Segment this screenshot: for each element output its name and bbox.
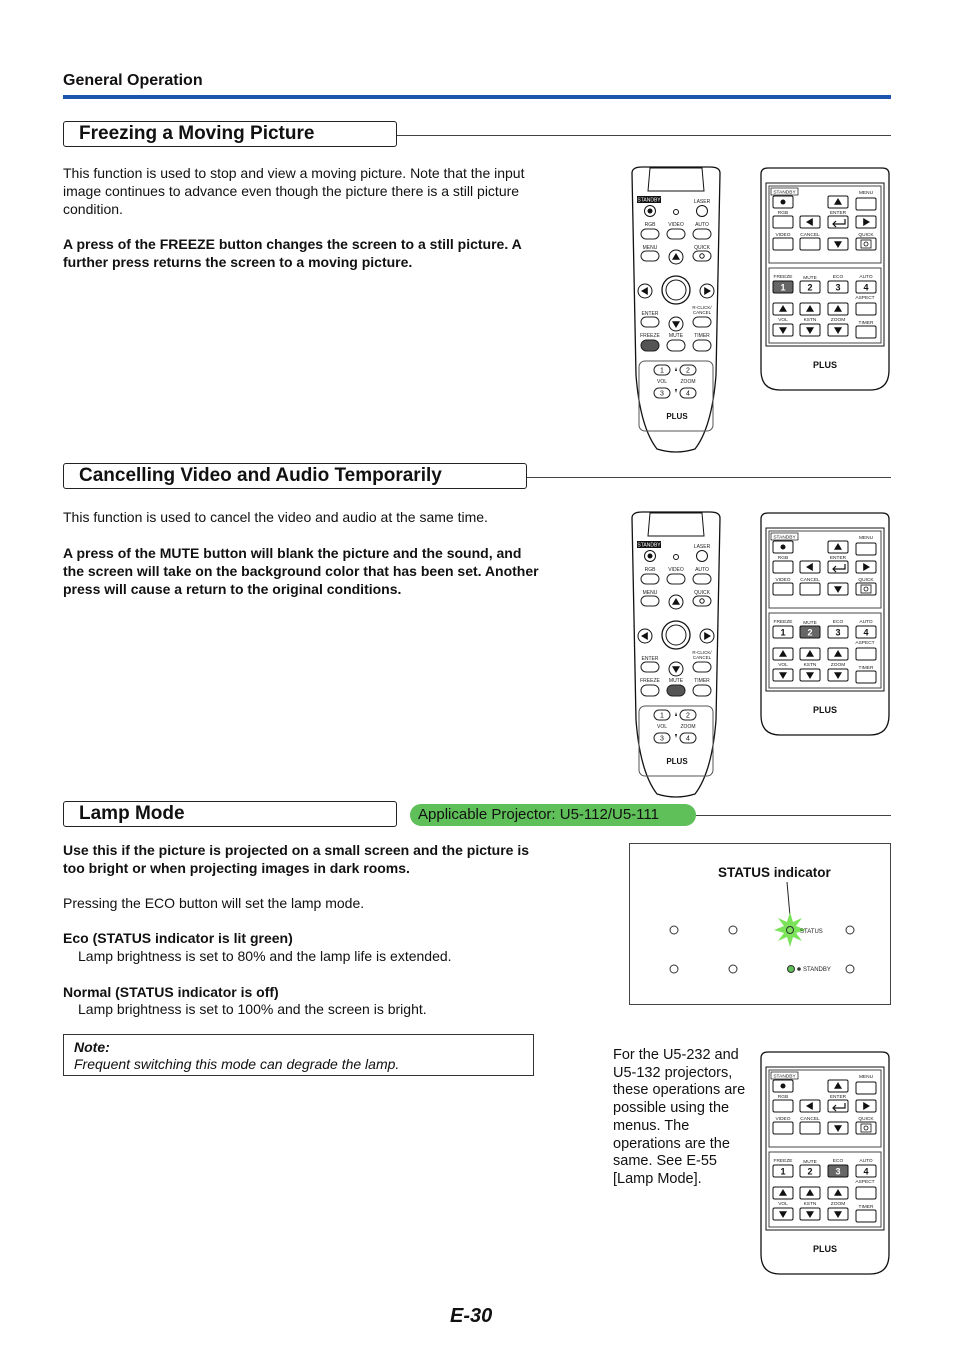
label-aspect: ASPECT bbox=[855, 296, 875, 301]
label-vol: VOL bbox=[778, 1202, 788, 1207]
indicator-dot bbox=[846, 965, 854, 973]
label-video: VIDEO bbox=[668, 222, 684, 228]
note-box bbox=[63, 1034, 534, 1076]
lamp-intro: Use this if the picture is projected on a small screen and the picture is too bright or when projecting images in dark rooms. bbox=[63, 842, 530, 876]
label-mute: MUTE bbox=[803, 1160, 817, 1165]
brand-logo: PLUS bbox=[666, 412, 688, 421]
number-label: 3 bbox=[835, 1166, 841, 1177]
remote-ir-window bbox=[648, 513, 704, 536]
label-mute: MUTE bbox=[803, 621, 817, 626]
label-zoom: ZOOM bbox=[680, 724, 696, 730]
label-cancel: CANCEL bbox=[692, 655, 712, 660]
label-freeze: FREEZE bbox=[773, 275, 793, 280]
label-standby: STANDBY bbox=[773, 1074, 796, 1080]
menu-button bbox=[856, 1082, 876, 1094]
number-label: 4 bbox=[863, 282, 869, 293]
freeze-button bbox=[641, 340, 659, 351]
joystick bbox=[666, 625, 686, 645]
label-quick: QUICK bbox=[858, 1117, 874, 1122]
timer-button bbox=[693, 340, 711, 351]
mute-instruction: A press of the MUTE button will blank the picture and the sound, and the screen will take on the background color that has been set. Another press will cause a return to the original conditions. bbox=[63, 545, 539, 597]
label-mute: MUTE bbox=[668, 678, 684, 684]
label-menu: MENU bbox=[858, 536, 874, 541]
laser-button bbox=[697, 551, 708, 562]
quick-button bbox=[693, 596, 711, 606]
note-label: Note: bbox=[74, 1039, 110, 1055]
applicable-projector-badge: Applicable Projector: U5-112/U5-111 bbox=[410, 804, 696, 826]
standby-button-dot bbox=[648, 209, 653, 214]
status-indicator-panel bbox=[629, 843, 891, 1005]
menu-button bbox=[856, 198, 876, 210]
label-menu: MENU bbox=[642, 245, 658, 251]
page-number: E-30 bbox=[450, 1305, 493, 1327]
label-timer: TIMER bbox=[858, 321, 874, 326]
label-quick: QUICK bbox=[858, 233, 874, 238]
section-title-lamp: Lamp Mode bbox=[63, 801, 397, 827]
timer-button bbox=[856, 303, 876, 315]
label-eco: ECO bbox=[832, 275, 844, 280]
label-timer: TIMER bbox=[858, 1205, 874, 1210]
label-zoom: ZOOM bbox=[830, 663, 846, 668]
indicator-dot bbox=[846, 926, 854, 934]
remote-control-handheld bbox=[620, 510, 732, 805]
standby-led-label: STANDBY bbox=[803, 967, 831, 973]
number-label: 2 bbox=[686, 712, 690, 720]
label-rgb: RGB bbox=[777, 1095, 789, 1100]
extra-button bbox=[856, 1210, 876, 1222]
cancel-button bbox=[693, 662, 711, 672]
label-auto: AUTO bbox=[859, 1159, 873, 1164]
label-vol: VOL bbox=[656, 724, 668, 730]
label-video: VIDEO bbox=[775, 578, 791, 583]
label-timer: TIMER bbox=[694, 678, 710, 684]
remote-ir-window bbox=[648, 168, 704, 191]
indicator-dot bbox=[729, 926, 737, 934]
number-label: 3 bbox=[835, 282, 841, 293]
label-enter: ENTER bbox=[829, 1095, 847, 1100]
cancel-button bbox=[800, 583, 820, 595]
label-quick: QUICK bbox=[858, 578, 874, 583]
enter-button bbox=[641, 317, 659, 327]
standby-led bbox=[788, 966, 795, 973]
note-text: Frequent switching this mode can degrade the lamp. bbox=[74, 1056, 400, 1072]
rgb-button bbox=[773, 561, 793, 573]
standby-button-dot bbox=[781, 545, 786, 550]
header-rule bbox=[63, 95, 891, 99]
label-rclick: R-CLICK/ bbox=[692, 650, 712, 655]
menu-button bbox=[641, 596, 659, 606]
number-label: 4 bbox=[863, 627, 869, 638]
label-rgb: RGB bbox=[644, 567, 656, 573]
label-vol: VOL bbox=[778, 663, 788, 668]
video-button bbox=[773, 238, 793, 250]
enter-button bbox=[641, 662, 659, 672]
section-title-freeze: Freezing a Moving Picture bbox=[63, 121, 397, 147]
cancel-button bbox=[800, 238, 820, 250]
remote-control-card bbox=[758, 511, 892, 744]
status-indicator-label: STATUS indicator bbox=[718, 865, 831, 880]
label-rgb: RGB bbox=[644, 222, 656, 228]
normal-body: Lamp brightness is set to 100% and the screen is bright. bbox=[78, 1001, 427, 1017]
label-timer: TIMER bbox=[694, 333, 710, 339]
video-button bbox=[667, 574, 685, 584]
timer-button bbox=[693, 685, 711, 696]
label-auto: AUTO bbox=[695, 222, 709, 228]
label-video: VIDEO bbox=[668, 567, 684, 573]
section-title-mute: Cancelling Video and Audio Temporarily bbox=[63, 463, 527, 489]
indicator-dot bbox=[729, 965, 737, 973]
rgb-button bbox=[773, 216, 793, 228]
standby-button-dot bbox=[648, 554, 653, 559]
label-laser: LASER bbox=[693, 199, 711, 205]
label-cancel: CANCEL bbox=[800, 578, 820, 583]
label-aspect: ASPECT bbox=[855, 1180, 875, 1185]
label-standby: STANDBY bbox=[637, 542, 661, 549]
rgb-button bbox=[641, 229, 659, 239]
number-label: 1 bbox=[780, 282, 786, 293]
status-led-label: STATUS bbox=[800, 929, 823, 935]
label-aspect: ASPECT bbox=[855, 641, 875, 646]
mute-intro: This function is used to cancel the video and audio at the same time. bbox=[63, 509, 488, 525]
label-menu: MENU bbox=[858, 1075, 874, 1080]
label-standby: STANDBY bbox=[773, 535, 796, 541]
quick-button bbox=[693, 251, 711, 261]
label-eco: ECO bbox=[832, 620, 844, 625]
indicator-dot bbox=[670, 965, 678, 973]
label-menu: MENU bbox=[858, 191, 874, 196]
video-button bbox=[773, 583, 793, 595]
label-cancel: CANCEL bbox=[800, 1117, 820, 1122]
label-quick: QUICK bbox=[694, 245, 710, 251]
label-enter: ENTER bbox=[641, 656, 659, 662]
label-video: VIDEO bbox=[775, 233, 791, 238]
section-rule bbox=[397, 135, 891, 136]
extra-button bbox=[856, 326, 876, 338]
number-label: 1 bbox=[780, 1166, 786, 1177]
label-eco: ECO bbox=[832, 1159, 844, 1164]
extra-button bbox=[856, 671, 876, 683]
brand-logo: PLUS bbox=[666, 757, 688, 766]
label-rgb: RGB bbox=[777, 211, 789, 216]
number-label: 2 bbox=[807, 1166, 813, 1177]
label-enter: ENTER bbox=[829, 556, 847, 561]
cancel-button bbox=[800, 1122, 820, 1134]
label-auto: AUTO bbox=[695, 567, 709, 573]
label-freeze: FREEZE bbox=[640, 678, 660, 684]
timer-button bbox=[856, 1187, 876, 1199]
number-label: 4 bbox=[686, 735, 690, 743]
number-label: 1 bbox=[780, 627, 786, 638]
mute-button bbox=[667, 340, 685, 351]
label-video: VIDEO bbox=[775, 1117, 791, 1122]
rgb-button bbox=[773, 1100, 793, 1112]
standby-button-dot bbox=[781, 200, 786, 205]
number-label: 1 bbox=[660, 367, 664, 375]
label-kstn: KSTN bbox=[803, 318, 817, 323]
freeze-intro: This function is used to stop and view a moving picture. Note that the input image continues to advance even though the picture there is a still picture condition. bbox=[63, 165, 525, 217]
number-label: 4 bbox=[863, 1166, 869, 1177]
label-rclick: R-CLICK/ bbox=[692, 305, 712, 310]
brand-logo: PLUS bbox=[812, 1244, 838, 1254]
remote-control-card bbox=[758, 1050, 892, 1283]
side-note: For the U5-232 and U5-132 projectors, these operations are possible using the menus. The operations are the same. See E-55 [Lamp Mode]. bbox=[613, 1047, 746, 1187]
label-auto: AUTO bbox=[859, 620, 873, 625]
section-header: General Operation bbox=[63, 72, 203, 89]
brand-logo: PLUS bbox=[812, 705, 838, 715]
label-standby: STANDBY bbox=[773, 190, 796, 196]
video-button bbox=[773, 1122, 793, 1134]
eco-body: Lamp brightness is set to 80% and the lamp life is extended. bbox=[78, 948, 452, 964]
label-laser: LASER bbox=[693, 544, 711, 550]
cancel-button bbox=[693, 317, 711, 327]
label-kstn: KSTN bbox=[803, 663, 817, 668]
label-standby: STANDBY bbox=[637, 197, 661, 204]
normal-heading: Normal (STATUS indicator is off) bbox=[63, 984, 279, 1000]
label-zoom: ZOOM bbox=[680, 379, 696, 385]
label-enter: ENTER bbox=[829, 211, 847, 216]
remote-control-handheld bbox=[620, 165, 732, 460]
number-label: 3 bbox=[835, 627, 841, 638]
indicator-dot bbox=[670, 926, 678, 934]
label-timer: TIMER bbox=[858, 666, 874, 671]
number-label: 4 bbox=[686, 390, 690, 398]
number-label: 2 bbox=[807, 282, 813, 293]
number-label: 3 bbox=[660, 735, 664, 743]
rgb-button bbox=[641, 574, 659, 584]
menu-button bbox=[856, 543, 876, 555]
label-mute: MUTE bbox=[803, 276, 817, 281]
label-mute: MUTE bbox=[668, 333, 684, 339]
label-rgb: RGB bbox=[777, 556, 789, 561]
label-cancel: CANCEL bbox=[800, 233, 820, 238]
remote-control-card bbox=[758, 166, 892, 399]
menu-button bbox=[641, 251, 659, 261]
label-quick: QUICK bbox=[694, 590, 710, 596]
eco-heading: Eco (STATUS indicator is lit green) bbox=[63, 930, 293, 946]
label-vol: VOL bbox=[778, 318, 788, 323]
label-cancel: CANCEL bbox=[692, 310, 712, 315]
video-button bbox=[667, 229, 685, 239]
joystick bbox=[666, 280, 686, 300]
number-label: 2 bbox=[807, 627, 813, 638]
label-kstn: KSTN bbox=[803, 1202, 817, 1207]
label-enter: ENTER bbox=[641, 311, 659, 317]
label-vol: VOL bbox=[656, 379, 668, 385]
number-label: 3 bbox=[660, 390, 664, 398]
timer-button bbox=[856, 648, 876, 660]
label-freeze: FREEZE bbox=[773, 1159, 793, 1164]
label-menu: MENU bbox=[642, 590, 658, 596]
section-rule bbox=[527, 477, 891, 478]
freeze-instruction: A press of the FREEZE button changes the screen to a still picture. A further press returns the screen to a moving picture. bbox=[63, 236, 522, 270]
number-label: 1 bbox=[660, 712, 664, 720]
brand-logo: PLUS bbox=[812, 360, 838, 370]
mute-button bbox=[667, 685, 685, 696]
label-freeze: FREEZE bbox=[640, 333, 660, 339]
label-zoom: ZOOM bbox=[830, 1202, 846, 1207]
freeze-button bbox=[641, 685, 659, 696]
label-auto: AUTO bbox=[859, 275, 873, 280]
label-freeze: FREEZE bbox=[773, 620, 793, 625]
standby-button-dot bbox=[781, 1084, 786, 1089]
section-rule bbox=[696, 815, 891, 816]
auto-button bbox=[693, 574, 711, 584]
lamp-press: Pressing the ECO button will set the lamp mode. bbox=[63, 895, 365, 911]
standby-dot bbox=[797, 967, 801, 971]
laser-button bbox=[697, 206, 708, 217]
auto-button bbox=[693, 229, 711, 239]
number-label: 2 bbox=[686, 367, 690, 375]
label-zoom: ZOOM bbox=[830, 318, 846, 323]
